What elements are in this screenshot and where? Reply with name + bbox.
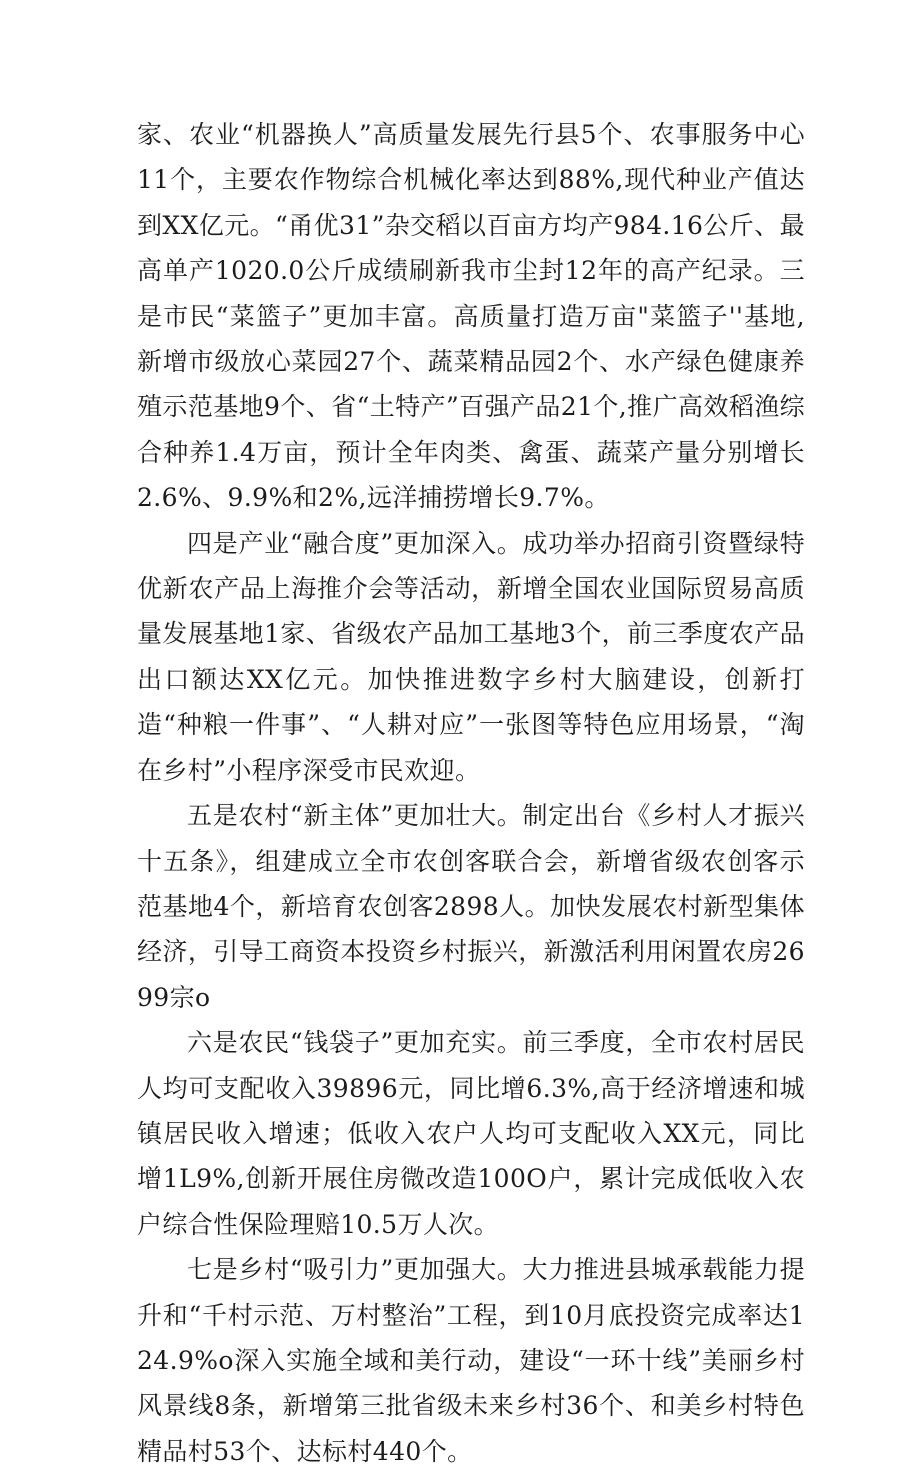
paragraph-new-entities: 五是农村“新主体”更加壮大。制定出台《乡村人才振兴十五条》，组建成立全市农创客联合会，新增省级农创客示范基地4个，新培育农创客2898人。加快发展农村新型集体经济，引导工商资本投资乡村振兴，新激活利用闲置农房2699宗o xyxy=(137,801,805,1012)
paragraph-industry-integration: 四是产业“融合度”更加深入。成功举办招商引资暨绿特优新农产品上海推介会等活动，新增全国农业国际贸易高质量发展基地1家、省级农产品加工基地3个，前三季度农产品出口额达XX亿元。加快推进数字乡村大脑建设，创新打造“种粮一件事”、“人耕对应”一张图等特色应用场景，“淘在乡村”小程序深受市民欢迎。 xyxy=(137,528,805,785)
paragraph-rural-attraction: 七是乡村“吸引力”更加强大。大力推进县城承载能力提升和“千村示范、万村整治”工程，到10月底投资完成率达124.9%o深入实施全域和美行动，建设“一环十线”美丽乡村风景线8条，新增第三批省级未来乡村36个、和美乡村特色精品村53个、达标村440个。 xyxy=(137,1255,805,1466)
paragraph-continuation: 家、农业“机器换人”高质量发展先行县5个、农事服务中心11个，主要农作物综合机械化率达到88%,现代种业产值达到XX亿元。“甬优31”杂交稻以百亩方均产984.16公斤、最高单产1020.0公斤成绩刷新我市尘封12年的高产纪录。三是市民“菜篮子”更加丰富。高质量打造万亩"菜篮子''基地,新增市级放心菜园27个、蔬菜精品园2个、水产绿色健康养殖示范基地9个、省“土特产”百强产品21个,推广高效稻渔综合种养1.4万亩，预计全年肉类、禽蛋、蔬菜产量分别增长2.6%、9.9%和2%,远洋捕捞增长9.7%。 xyxy=(137,120,805,513)
paragraph-farmer-income: 六是农民“钱袋子”更加充实。前三季度，全市农村居民人均可支配收入39896元，同比增6.3%,高于经济增速和城镇居民收入增速；低收入农户人均可支配收入XX元，同比增1L9%,创新开展住房微改造100O户，累计完成低收入农户综合性保险理赔10.5万人次。 xyxy=(137,1028,805,1239)
document-body xyxy=(137,112,805,1474)
